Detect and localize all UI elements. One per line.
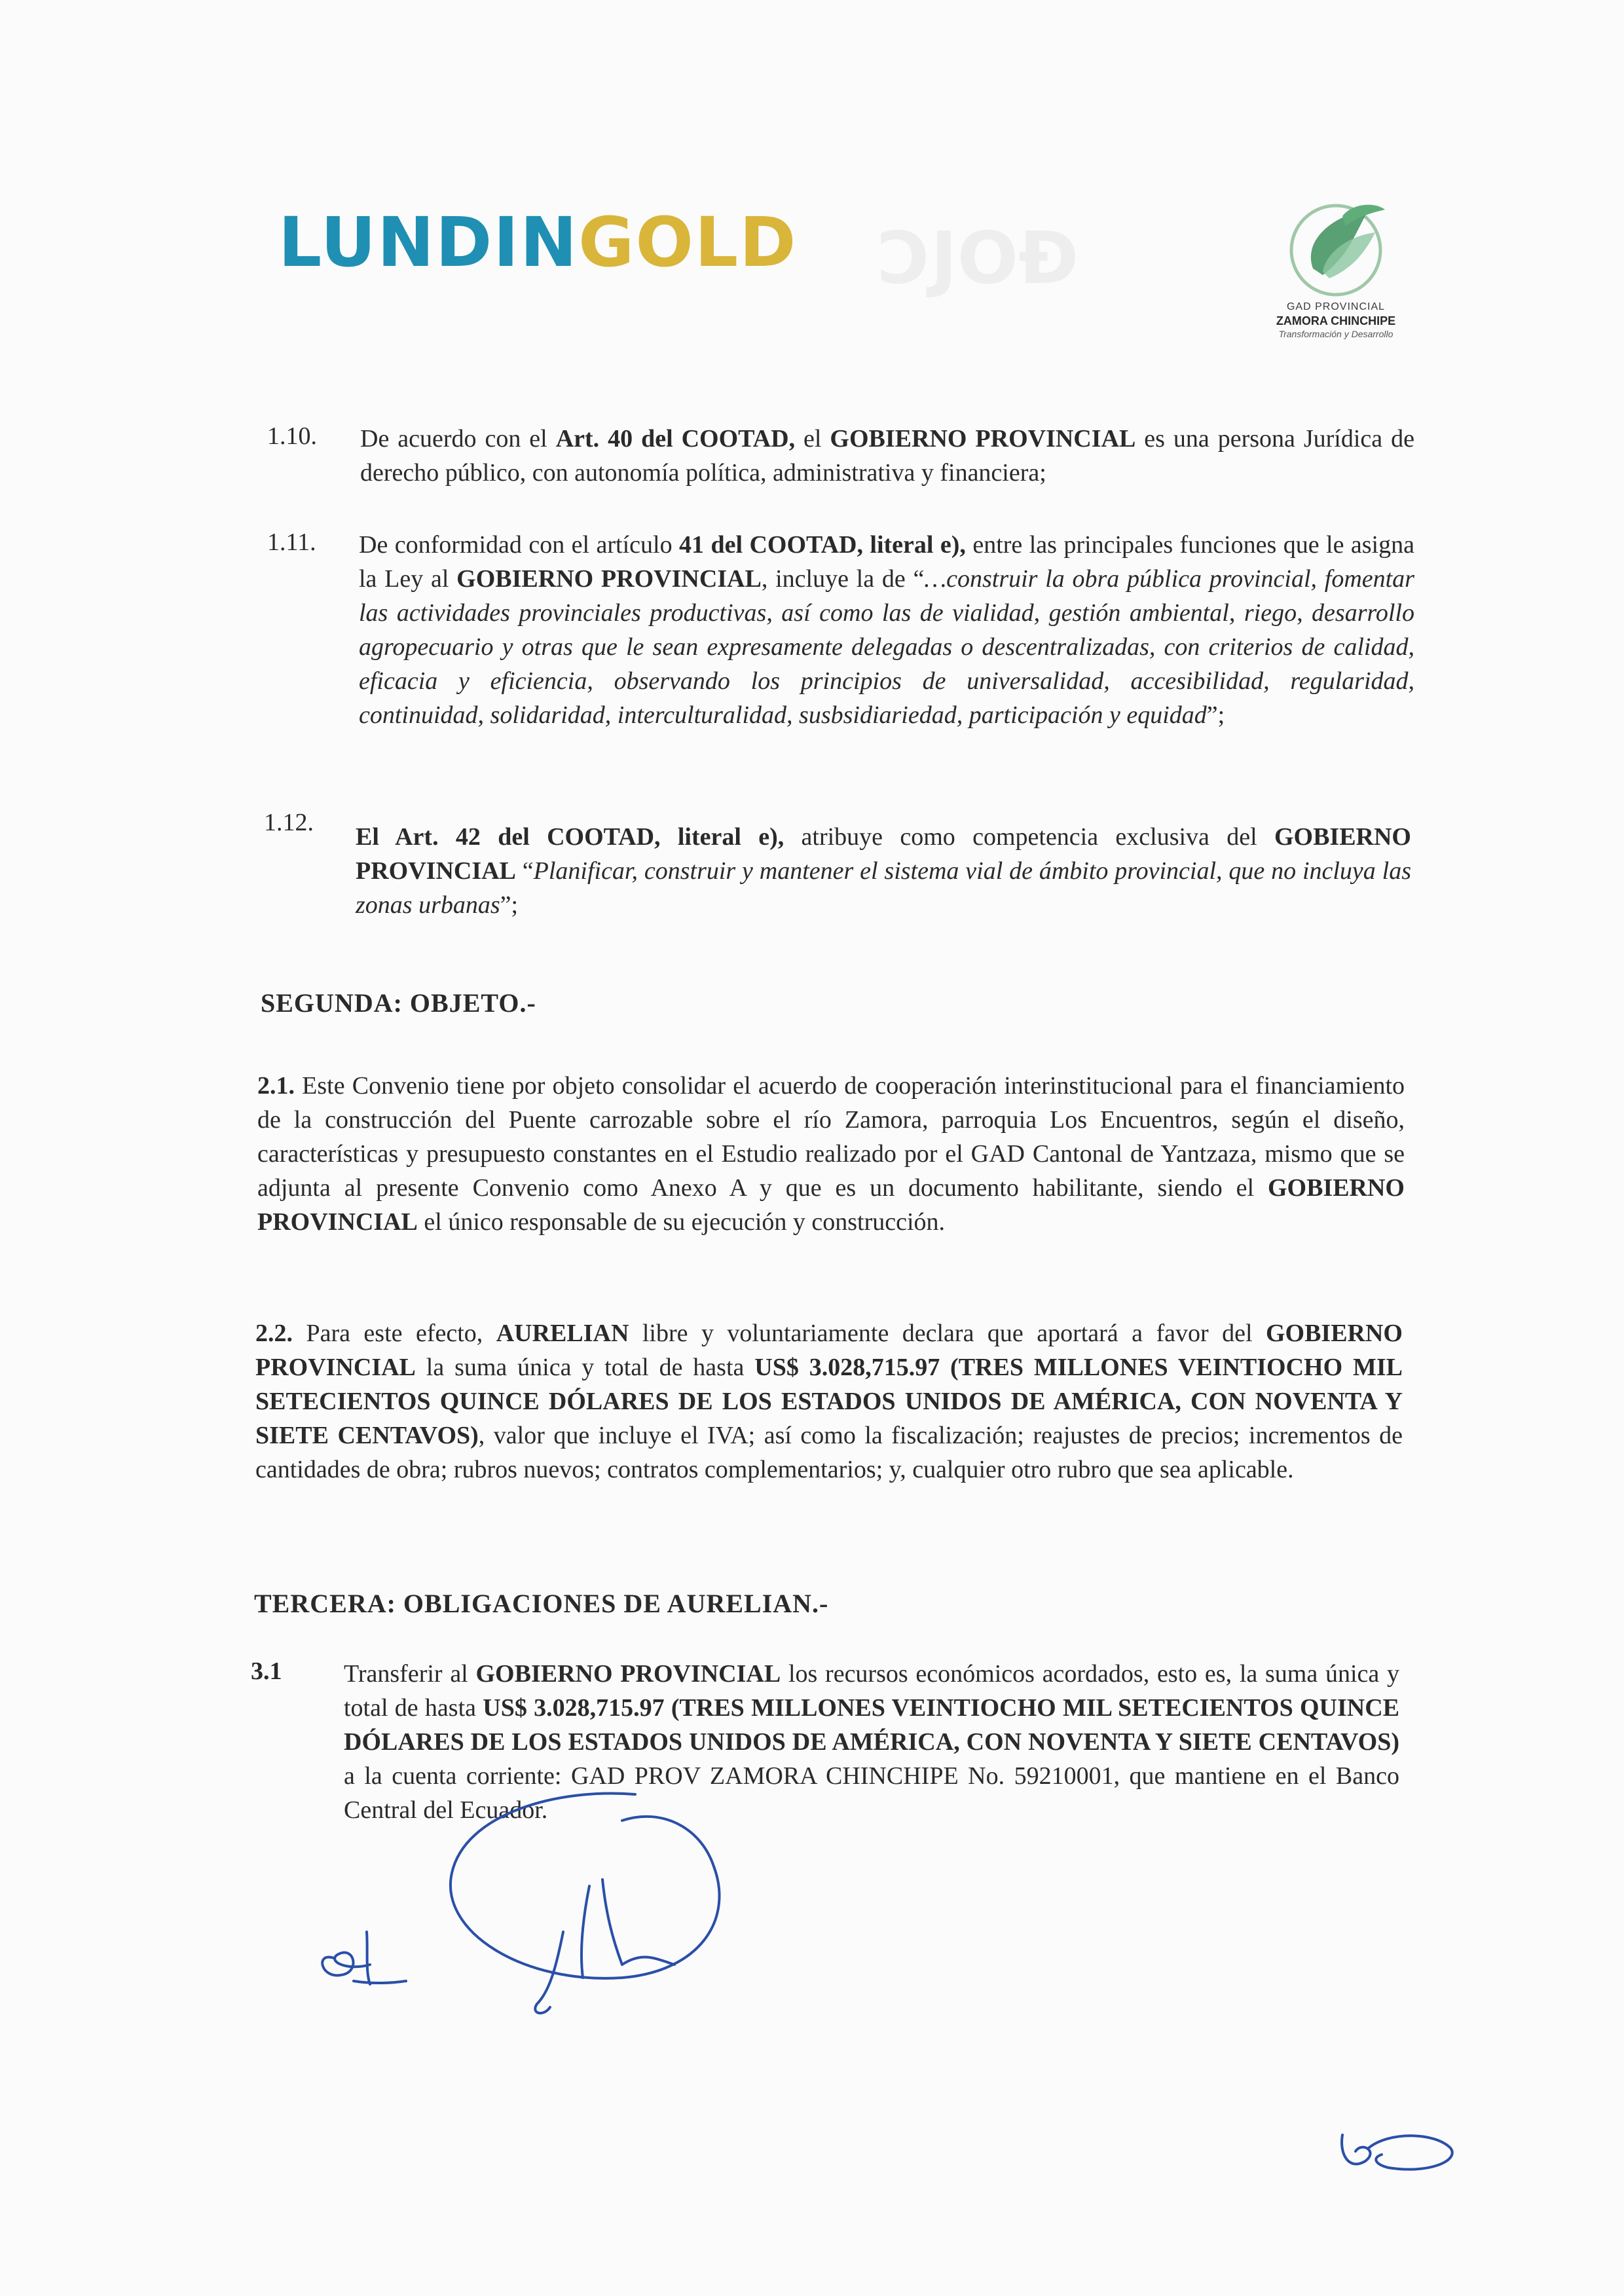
clause-text: el: [795, 425, 830, 453]
clause-bold: 41 del COOTAD, literal e),: [679, 531, 966, 559]
clause-text: ”;: [500, 891, 519, 919]
clause-number: 1.12.: [264, 809, 314, 836]
clause-text: De acuerdo con el: [360, 425, 556, 453]
clause-bold: GOBIERNO PROVINCIAL: [830, 425, 1136, 453]
clause-text: Este Convenio tiene por objeto consolidar el acuerdo de cooperación interinstitucional para el financiamiento de la construcción del Puente carrozable sobre el río Zamora, parroquia Los Encuentros, según el diseño, características y presupuesto constantes en el Estudio realizado por el GAD Cantonal de Yantzaza, mismo que se adjunta al presente Convenio como Anexo A y que es un documento habilitante, siendo el: [257, 1072, 1405, 1202]
handwritten-signature-center: [426, 1768, 766, 2043]
amount-bold: US$ 3.028,715.97 (TRES MILLONES VEINTIOCHO MIL SETECIENTOS QUINCE DÓLARES DE LOS ESTADOS UNIDOS DE AMÉRICA, CON NOVENTA Y SIETE CENTAVOS): [344, 1694, 1399, 1756]
logo-gold-part: GOLD: [578, 202, 798, 282]
clause-2-2: [255, 1316, 1403, 1487]
logo-lundin-part: LUNDIN: [278, 202, 579, 282]
clause-bold: GOBIERNO PROVINCIAL: [257, 1174, 1405, 1236]
clause-bold: GOBIERNO PROVINCIAL: [356, 823, 1411, 885]
handwritten-initials-bottom-right: [1329, 2122, 1460, 2181]
gad-logo-line2: ZAMORA CHINCHIPE: [1276, 314, 1396, 327]
clause-text: los recursos económicos acordados, esto es, la suma única y total de hasta: [344, 1660, 1399, 1722]
clause-bold: GOBIERNO PROVINCIAL: [456, 565, 762, 593]
section-heading-segunda: SEGUNDA: OBJETO.-: [261, 988, 536, 1018]
clause-text: Para este efecto,: [293, 1320, 496, 1347]
clause-text: ”;: [1206, 701, 1225, 729]
clause-text: atribuye como competencia exclusiva del: [784, 823, 1274, 851]
clause-text: entre las principales funciones que le asigna la Ley al: [359, 531, 1414, 593]
clause-italic-quote: …construir la obra pública provincial, fomentar las actividades provinciales productivas, así como las de vialidad, gestión ambiental, riego, desarrollo agropecuario y otras que le sean expresamente delegadas o descentralizadas, con criterios de calidad, eficacia y eficiencia, observando los principios de universalidad, accesibilidad, regularidad, continuidad, solidaridad, interculturalidad, susbsidiariedad, participación y equidad: [359, 565, 1414, 729]
gad-logo-line3: Transformación y Desarrollo: [1278, 329, 1393, 339]
gad-provincial-logo: [1257, 196, 1414, 347]
amount-bold: US$ 3.028,715.97 (TRES MILLONES VEINTIOCHO MIL SETECIENTOS QUINCE DÓLARES DE LOS ESTADOS UNIDOS DE AMÉRICA, CON NOVENTA Y SIETE CENTAVOS): [255, 1354, 1403, 1449]
clause-number: 1.10.: [267, 422, 317, 450]
clause-text: es una persona Jurídica de derecho público, con autonomía política, administrativa y financiera;: [360, 425, 1414, 487]
clause-text: a la cuenta corriente: GAD PROV ZAMORA CHINCHIPE No. 59210001, que mantiene en el Banco Central del Ecuador.: [344, 1762, 1399, 1824]
clause-text: el único responsable de su ejecución y construcción.: [417, 1208, 946, 1236]
clause-bold: Art. 40 del COOTAD,: [555, 425, 796, 453]
clause-2-1: [257, 1069, 1405, 1239]
clause-bold: GOBIERNO PROVINCIAL: [255, 1320, 1403, 1381]
clause-text: , incluye la de “: [761, 565, 925, 593]
show-through-ghost: ƆJOĐ: [877, 216, 1079, 300]
gad-emblem-icon: [1277, 196, 1395, 301]
clause-text: De conformidad con el artículo: [359, 531, 680, 559]
clause-text: “: [515, 857, 534, 885]
clause-text: la suma única y total de hasta: [415, 1354, 755, 1381]
clause-text: Transferir al: [344, 1660, 476, 1688]
clause-italic-quote: Planificar, construir y mantener el sistema vial de ámbito provincial, que no incluya las zonas urbanas: [356, 857, 1411, 919]
lundin-gold-logo: [278, 202, 798, 282]
clause-number: 2.1.: [257, 1072, 295, 1100]
section-heading-tercera: TERCERA: OBLIGACIONES DE AURELIAN.-: [254, 1589, 829, 1618]
clause-1-10: [360, 422, 1414, 490]
clause-number: 1.11.: [267, 528, 316, 556]
clause-number: 2.2.: [255, 1320, 293, 1347]
clause-text: libre y voluntariamente declara que aportará a favor del: [629, 1320, 1266, 1347]
handwritten-initials-left: [308, 1919, 413, 1991]
clause-bold: AURELIAN: [496, 1320, 629, 1347]
gad-logo-line1: GAD PROVINCIAL: [1286, 301, 1386, 312]
clause-bold: GOBIERNO PROVINCIAL: [475, 1660, 781, 1688]
clause-1-12: [356, 820, 1411, 922]
clause-text: , valor que incluye el IVA; así como la fiscalización; reajustes de precios; incrementos de cantidades de obra; rubros nuevos; contratos complementarios; y, cualquier otro rubro que sea aplicable.: [255, 1422, 1403, 1483]
clause-bold: El Art. 42 del COOTAD, literal e),: [356, 823, 784, 851]
clause-number: 3.1: [251, 1657, 282, 1685]
clause-1-11: [359, 528, 1414, 732]
